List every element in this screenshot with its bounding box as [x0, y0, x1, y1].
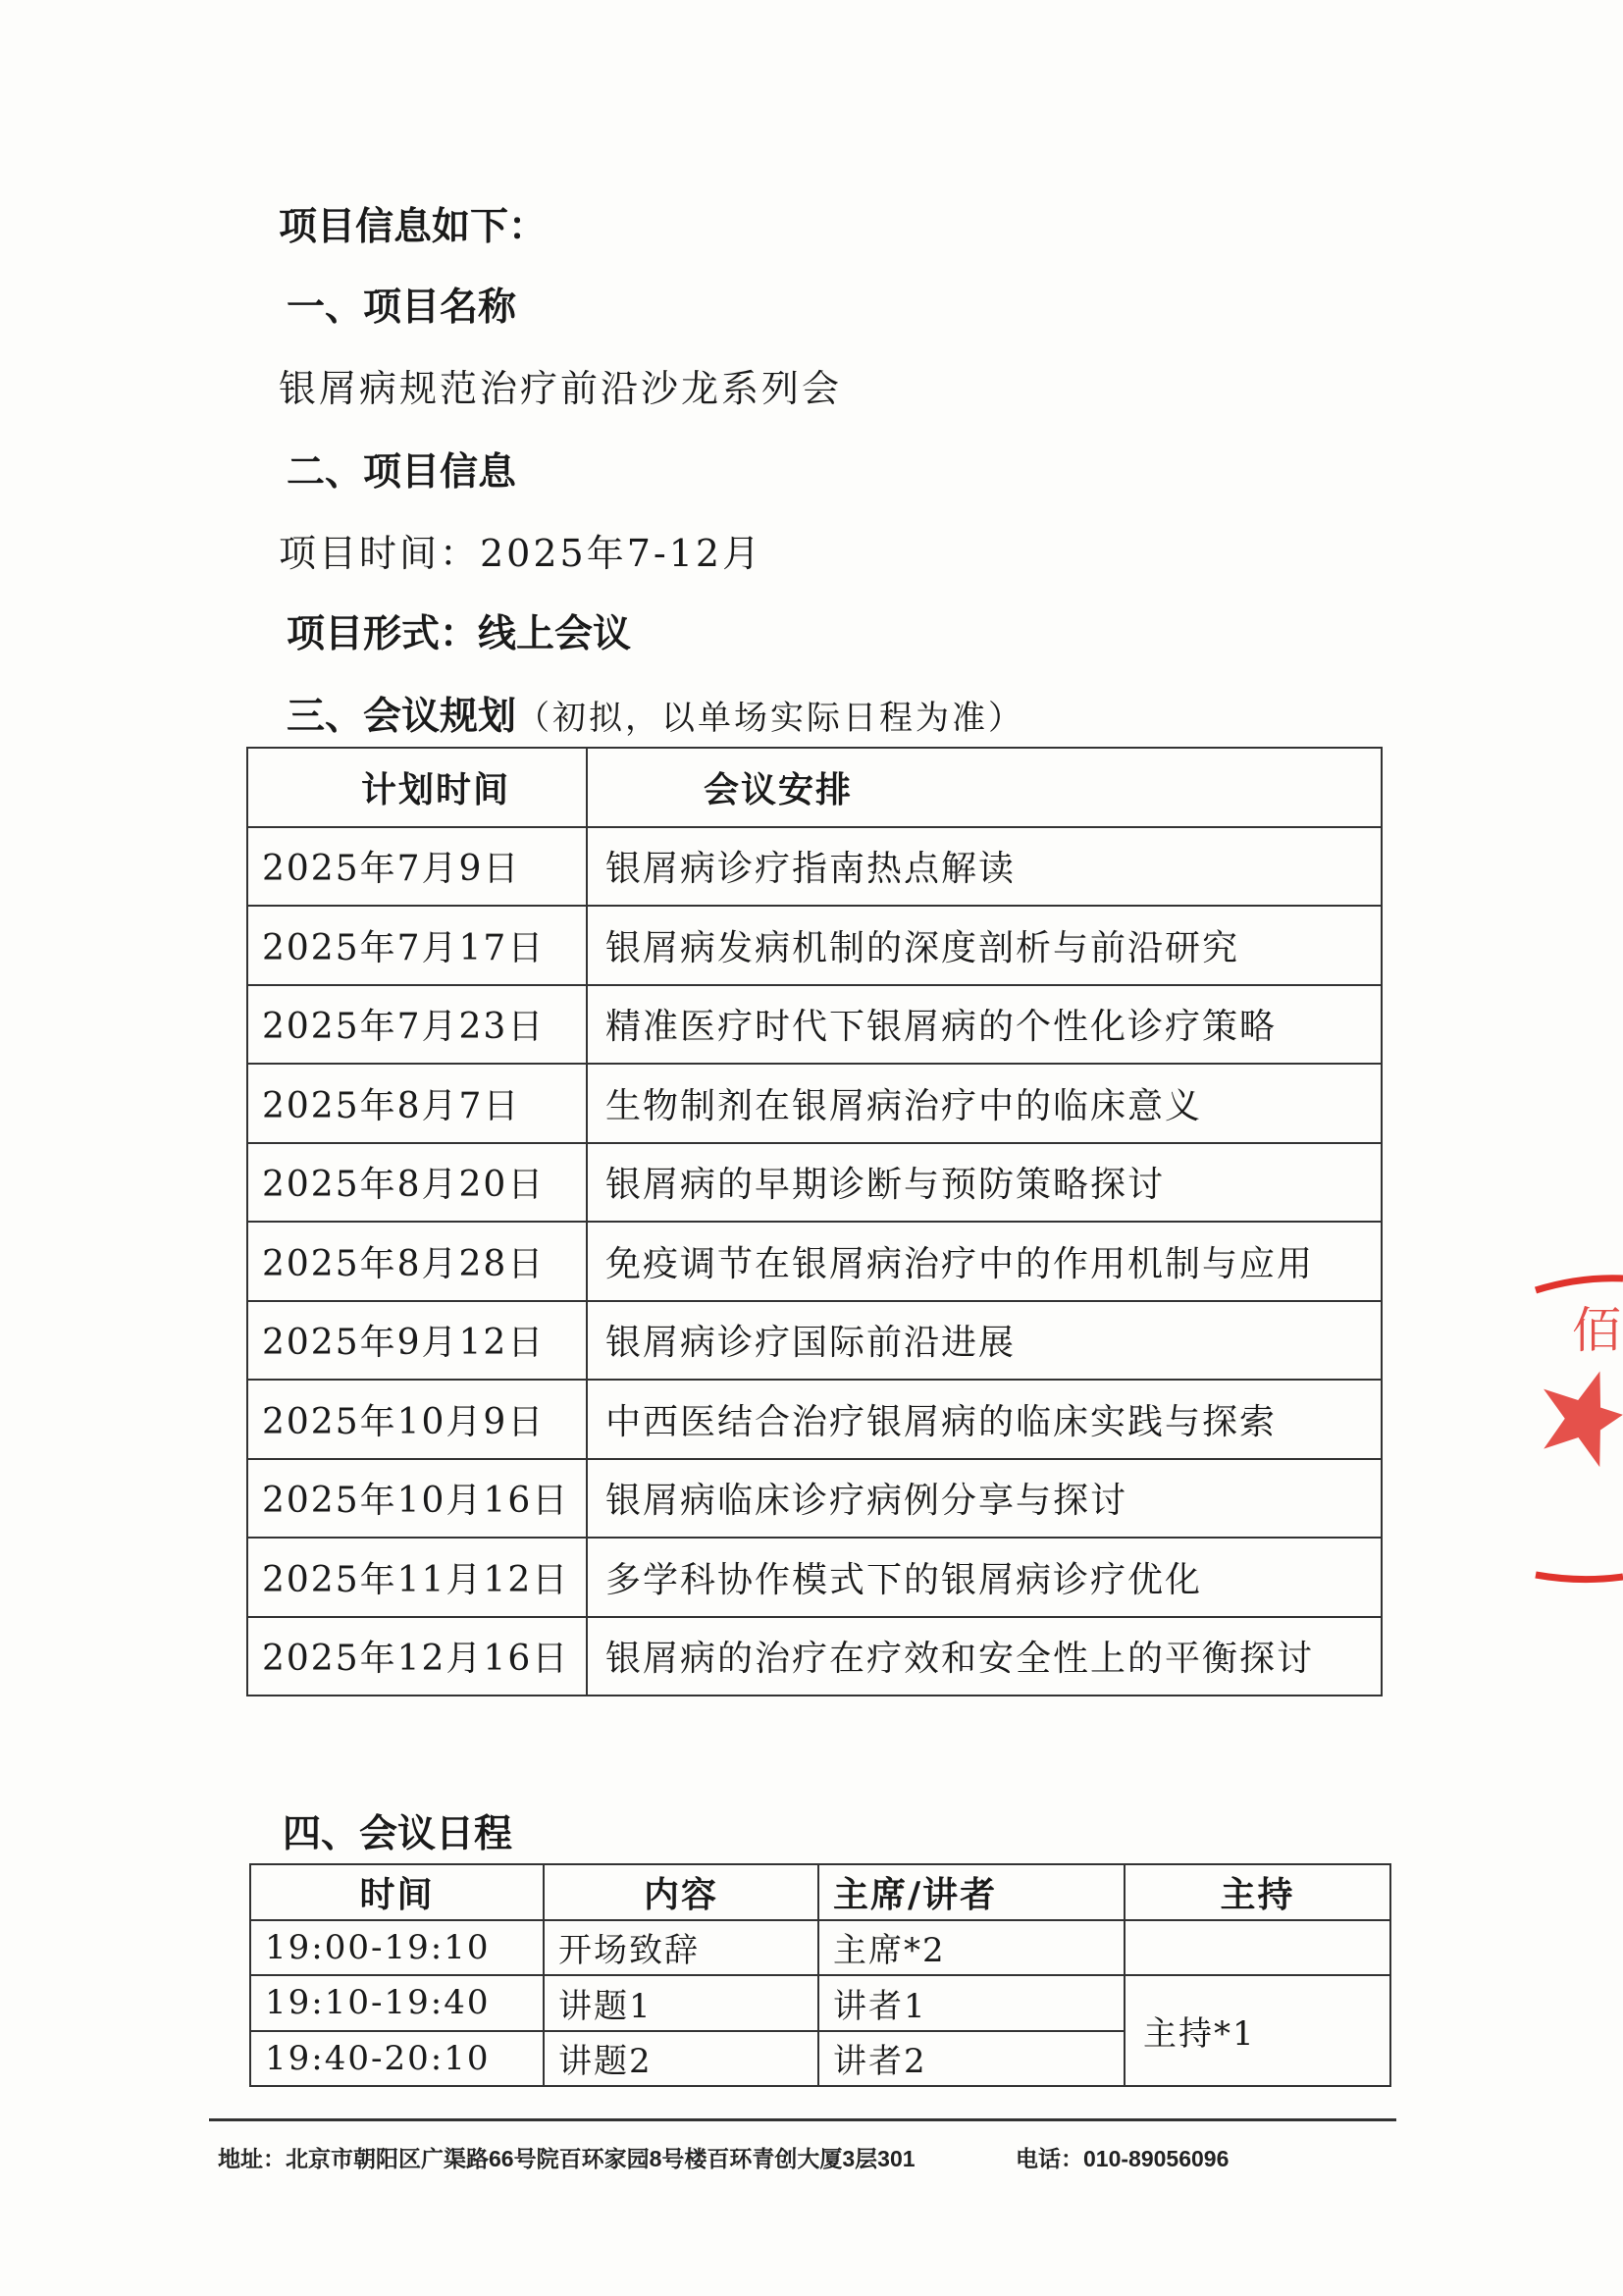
- table-row: [250, 1920, 1390, 1976]
- topic-cell: 银屑病临床诊疗病例分享与探讨: [587, 1459, 1382, 1539]
- meeting-schedule-table: [249, 1863, 1391, 2087]
- host-cell: 主持*1: [1125, 1975, 1390, 2086]
- seal-arc-top: [1536, 1278, 1623, 1290]
- company-seal-stamp: [1511, 1271, 1623, 1585]
- header-time: 时间: [250, 1864, 544, 1920]
- table-row: [250, 1975, 1390, 2031]
- section2-heading: 二、项目信息: [287, 450, 517, 495]
- topic-cell: 银屑病发病机制的深度剖析与前沿研究: [587, 906, 1382, 985]
- topic-cell: 银屑病诊疗国际前沿进展: [587, 1301, 1382, 1381]
- topic-cell: 精准医疗时代下银屑病的个性化诊疗策略: [587, 985, 1382, 1065]
- table-row: [247, 1617, 1382, 1696]
- date-cell: 2025年9月12日: [247, 1301, 587, 1381]
- section3-heading: [287, 695, 1025, 739]
- topic-cell: 生物制剂在银屑病治疗中的临床意义: [587, 1064, 1382, 1143]
- table-header-row: [247, 748, 1382, 827]
- content-cell: 讲题1: [544, 1975, 818, 2031]
- topic-cell: 免疫调节在银屑病治疗中的作用机制与应用: [587, 1222, 1382, 1301]
- seal-star-icon: [1526, 1356, 1623, 1469]
- intro-heading: 项目信息如下：: [279, 205, 548, 249]
- section1-heading: 一、项目名称: [287, 286, 517, 330]
- date-cell: 2025年8月28日: [247, 1222, 587, 1301]
- table-row: [247, 1538, 1382, 1617]
- seal-arc-bottom: [1536, 1575, 1623, 1580]
- topic-cell: 多学科协作模式下的银屑病诊疗优化: [587, 1538, 1382, 1617]
- content-cell: 开场致辞: [544, 1920, 818, 1976]
- table-row: [247, 1064, 1382, 1143]
- table-row: [247, 906, 1382, 985]
- date-cell: 2025年8月20日: [247, 1143, 587, 1223]
- project-format: 项目形式：线上会议: [287, 612, 632, 656]
- topic-cell: 银屑病的早期诊断与预防策略探讨: [587, 1143, 1382, 1223]
- table-row: [247, 1459, 1382, 1539]
- footer-divider: [209, 2118, 1396, 2121]
- date-cell: 2025年12月16日: [247, 1617, 587, 1696]
- date-cell: 2025年7月17日: [247, 906, 587, 985]
- header-host: 主持: [1125, 1864, 1390, 1920]
- section4-heading: 四、会议日程: [283, 1812, 513, 1856]
- speaker-cell: 讲者2: [818, 2031, 1125, 2087]
- table-row: [247, 1301, 1382, 1381]
- header-content: 内容: [544, 1864, 818, 1920]
- meeting-plan-table: [246, 747, 1383, 1696]
- topic-cell: 中西医结合治疗银屑病的临床实践与探索: [587, 1380, 1382, 1459]
- project-time: 项目时间：2025年7-12月: [279, 532, 763, 575]
- time-cell: 19:10-19:40: [250, 1975, 544, 2031]
- header-planned-time: 计划时间: [247, 748, 587, 827]
- footer-address: 地址：北京市朝阳区广渠路66号院百环家园8号楼百环青创大厦3层301: [218, 2146, 916, 2171]
- date-cell: 2025年8月7日: [247, 1064, 587, 1143]
- time-cell: 19:40-20:10: [250, 2031, 544, 2087]
- section3-note: （初拟，以单场实际日程为准）: [516, 699, 1025, 738]
- date-cell: 2025年10月16日: [247, 1459, 587, 1539]
- host-cell-empty: [1125, 1920, 1390, 1976]
- table-row: [247, 827, 1382, 907]
- date-cell: 2025年11月12日: [247, 1538, 587, 1617]
- speaker-cell: 讲者1: [818, 1975, 1125, 2031]
- footer-phone: 电话：010-89056096: [1016, 2146, 1230, 2171]
- section3-title: 三、会议规划: [287, 695, 517, 739]
- date-cell: 2025年10月9日: [247, 1380, 587, 1459]
- speaker-cell: 主席*2: [818, 1920, 1125, 1976]
- table-row: [247, 1380, 1382, 1459]
- header-arrangement: 会议安排: [587, 748, 1382, 827]
- seal-lettering: 佰: [1572, 1302, 1621, 1359]
- table-row: [247, 985, 1382, 1065]
- date-cell: 2025年7月9日: [247, 827, 587, 907]
- content-cell: 讲题2: [544, 2031, 818, 2087]
- table-row: [247, 1222, 1382, 1301]
- time-cell: 19:00-19:10: [250, 1920, 544, 1976]
- topic-cell: 银屑病诊疗指南热点解读: [587, 827, 1382, 907]
- header-speaker: 主席/讲者: [818, 1864, 1125, 1920]
- table-row: [247, 1143, 1382, 1223]
- date-cell: 2025年7月23日: [247, 985, 587, 1065]
- project-name: 银屑病规范治疗前沿沙龙系列会: [279, 367, 843, 410]
- topic-cell: 银屑病的治疗在疗效和安全性上的平衡探讨: [587, 1617, 1382, 1696]
- table-header-row: [250, 1864, 1390, 1920]
